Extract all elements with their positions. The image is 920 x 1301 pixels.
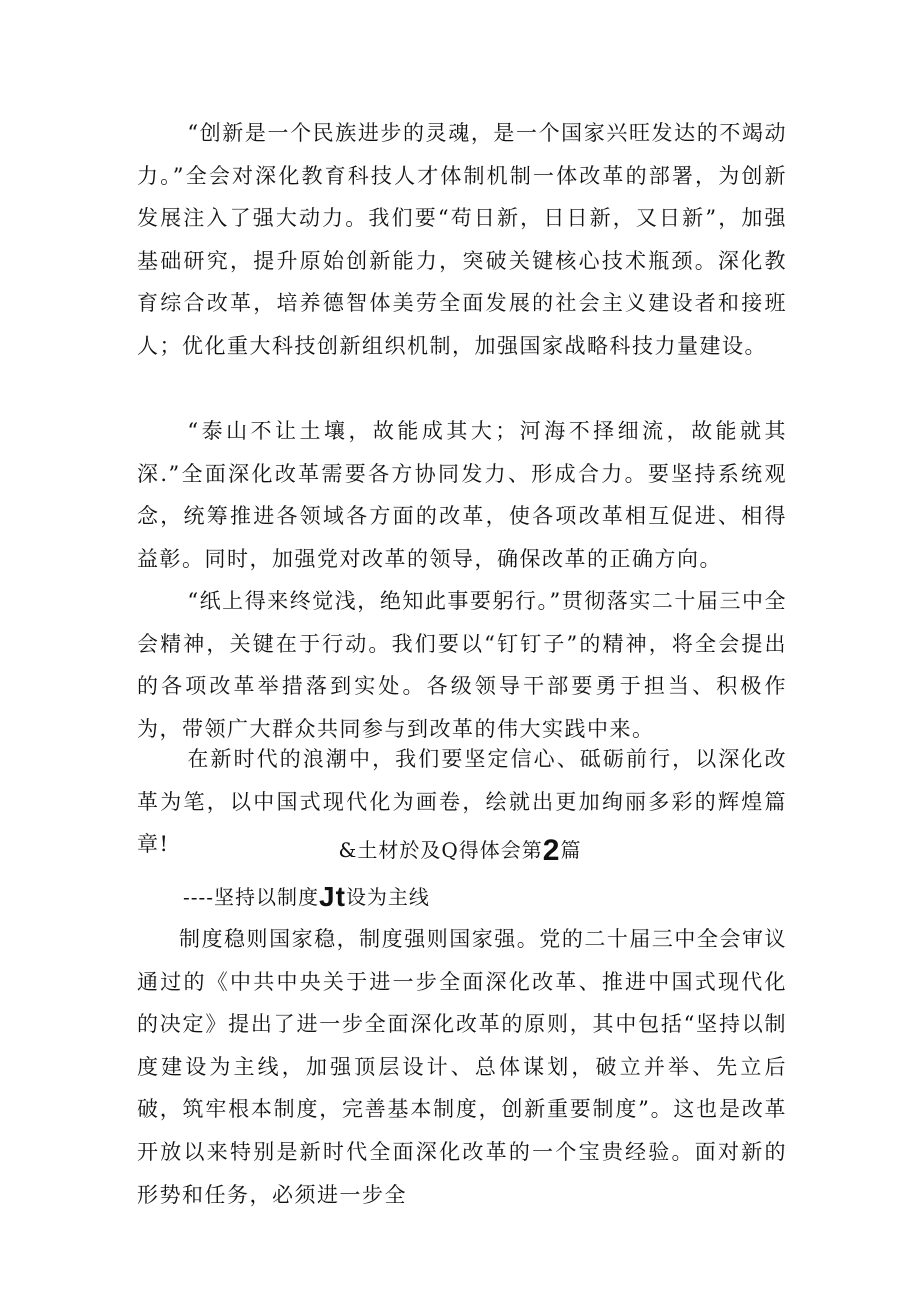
section-subtitle-odd-glyph: Jt <box>319 881 346 912</box>
paragraph-coordination: “泰山不让土壤，故能成其大；河海不择细流，故能就其深.”全面深化改革需要各方协同发力、形成合力。要坚持系统观念，统筹推进各领域各方面的改革，使各项改革相互促进、相得益彰。同时，加强党对改革的领导，确保改革的正确方向。 <box>137 419 787 571</box>
section-heading-suffix: 篇 <box>560 838 582 862</box>
section-subtitle-prefix: ----坚持以制度 <box>183 885 320 909</box>
paragraph-innovation: “创新是一个民族进步的灵魂，是一个国家兴旺发达的不竭动力。”全会对深化教育科技人才体制机制一体改革的部署，为创新发展注入了强大动力。我们要“苟日新，日日新，又日新”，加强基础研究，提升原始创新能力，突破关键核心技术瓶颈。深化教育综合改革，培养德智体美劳全面发展的社会主义建设者和接班人；优化重大科技创新组织机制，加强国家战略科技力量建设。 <box>137 121 787 358</box>
section-heading-number: 2 <box>542 834 561 867</box>
section-subtitle <box>183 873 430 921</box>
paragraph-conclusion: 在新时代的浪潮中，我们要坚定信心、砥砺前行，以深化改革为笔，以中国式现代化为画卷，绘就出更加绚丽多彩的辉煌篇章! <box>137 747 787 857</box>
paragraph-action: “纸上得来终觉浅，绝知此事要躬行。”贯彻落实二十届三中全会精神，关键在于行动。我们要以“钉钉子”的精神，将全会提出的各项改革举措落到实处。各级领导干部要勇于担当、积极作为，带领广大群众共同参与到改革的伟大实践中来。 <box>137 589 787 741</box>
section-heading <box>0 826 920 875</box>
section-subtitle-suffix: 设为主线 <box>345 885 430 909</box>
paragraph-institution: 制度稳则国家稳，制度强则国家强。党的二十届三中全会审议通过的《中共中央关于进一步全面深化改革、推进中国式现代化的决定》提出了进一步全面深化改革的原则，其中包括“坚持以制度建设为主线，加强顶层设计、总体谋划，破立并举、先立后破，筑牢根本制度，完善基本制度，创新重要制度”。这也是改革开放以来特别是新时代全面深化改革的一个宝贵经验。面对新的形势和任务，必须进一步全 <box>137 927 787 1207</box>
section-heading-prefix: &土材於及Q得体会第 <box>338 838 543 862</box>
